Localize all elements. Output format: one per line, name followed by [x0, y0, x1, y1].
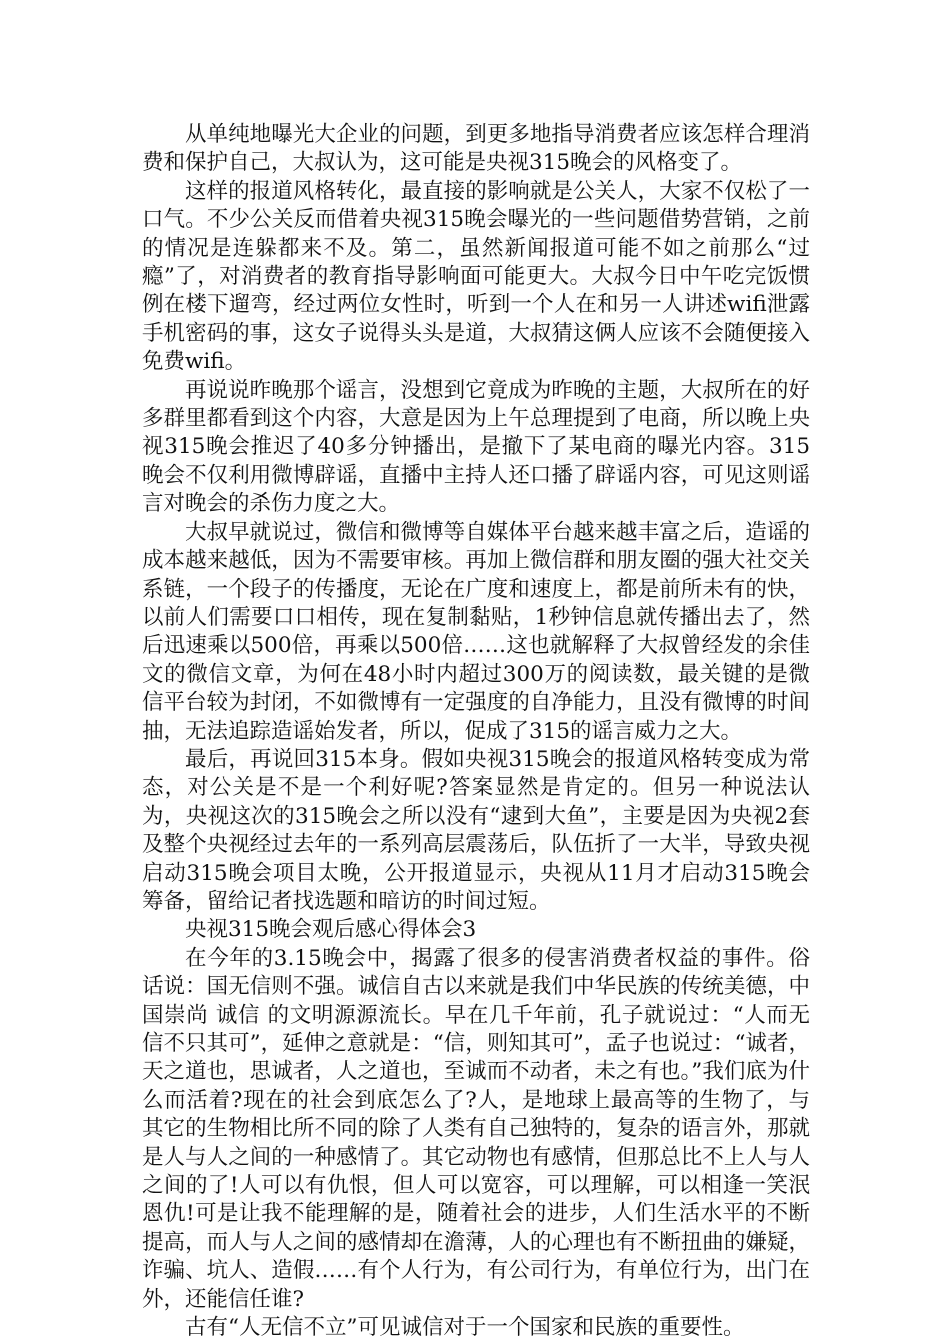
paragraph: 再说说昨晚那个谣言，没想到它竟成为昨晚的主题，大叔所在的好多群里都看到这个内容，大意是因为上午总理提到了电商，所以晚上央视315晚会推迟了40多分钟播出，是撤下了某电商的曝光内容。315晚会不仅利用微博辟谣，直播中主持人还口播了辟谣内容，可见这则谣言对晚会的杀伤力度之大。: [142, 377, 810, 517]
paragraph: 最后，再说回315本身。假如央视315晚会的报道风格转变成为常态，对公关是不是一个利好呢?答案显然是肯定的。但另一种说法认为，央视这次的315晚会之所以没有“逮到大鱼”，主要是因为央视2套及整个央视经过去年的一系列高层震荡后，队伍折了一大半，导致央视启动315晚会项目太晚，公开报道显示，央视从11月才启动315晚会筹备，留给记者找选题和暗访的时间过短。: [142, 746, 810, 914]
paragraph: 大叔早就说过，微信和微博等自媒体平台越来越丰富之后，造谣的成本越来越低，因为不需要审核。再加上微信群和朋友圈的强大社交关系链，一个段子的传播度，无论在广度和速度上，都是前所未有的快，以前人们需要口口相传，现在复制黏贴，1秒钟信息就传播出去了，然后迅速乘以500倍，再乘以500倍……这也就解释了大叔曾经发的余佳文的微信文章，为何在48小时内超过300万的阅读数，最关键的是微信平台较为封闭，不如微博有一定强度的自净能力，且没有微博的时间抽，无法追踪造谣始发者，所以，促成了315的谣言威力之大。: [142, 519, 810, 744]
paragraph: 从单纯地曝光大企业的问题，到更多地指导消费者应该怎样合理消费和保护自己，大叔认为，这可能是央视315晚会的风格变了。: [142, 122, 810, 176]
document-body: [142, 121, 810, 1342]
section-heading: 央视315晚会观后感心得体会3: [185, 917, 477, 943]
paragraph: 这样的报道风格转化，最直接的影响就是公关人，大家不仅松了一口气。不少公关反而借着央视315晚会曝光的一些问题借势营销，之前的情况是连躲都来不及。第二，虽然新闻报道可能不如之前那么“过瘾”了，对消费者的教育指导影响面可能更大。大叔今日中午吃完饭惯例在楼下遛弯，经过两位女性时，听到一个人在和另一人讲述wifi泄露手机密码的事，这女子说得头头是道，大叔猜这俩人应该不会随便接入免费wifi。: [142, 178, 810, 375]
paragraph: 古有“人无信不立”可见诚信对于一个国家和民族的重要性。: [185, 1315, 745, 1341]
paragraph: 在今年的3.15晚会中，揭露了很多的侵害消费者权益的事件。俗话说：国无信则不强。诚信自古以来就是我们中华民族的传统美德，中国崇尚 诚信 的文明源源流长。早在几千年前，孔子就说过：“人而无信不只其可”，延伸之意就是：“信，则知其可”，孟子也说过：“诚者，天之道也，思诚者，人之道也，至诚而不动者，未之有也。”我们底为什么而活着?现在的社会到底怎么了?人，是地球上最高等的生物了，与其它的生物相比所不同的除了人类有自己独特的，复杂的语言外，那就是人与人之间的一种感情了。其它动物也有感情，但那总比不上人与人之间的了!人可以有仇恨，但人可以宽容，可以理解，可以相逢一笑泯恩仇!可是让我不能理解的是，随着社会的进步，人们生活水平的不断提高，而人与人之间的感情却在澹薄，人的心理也有不断扭曲的嫌疑，诈骗、坑人、造假……有个人行为，有公司行为，有单位行为，出门在外，还能信任谁?: [142, 945, 810, 1312]
